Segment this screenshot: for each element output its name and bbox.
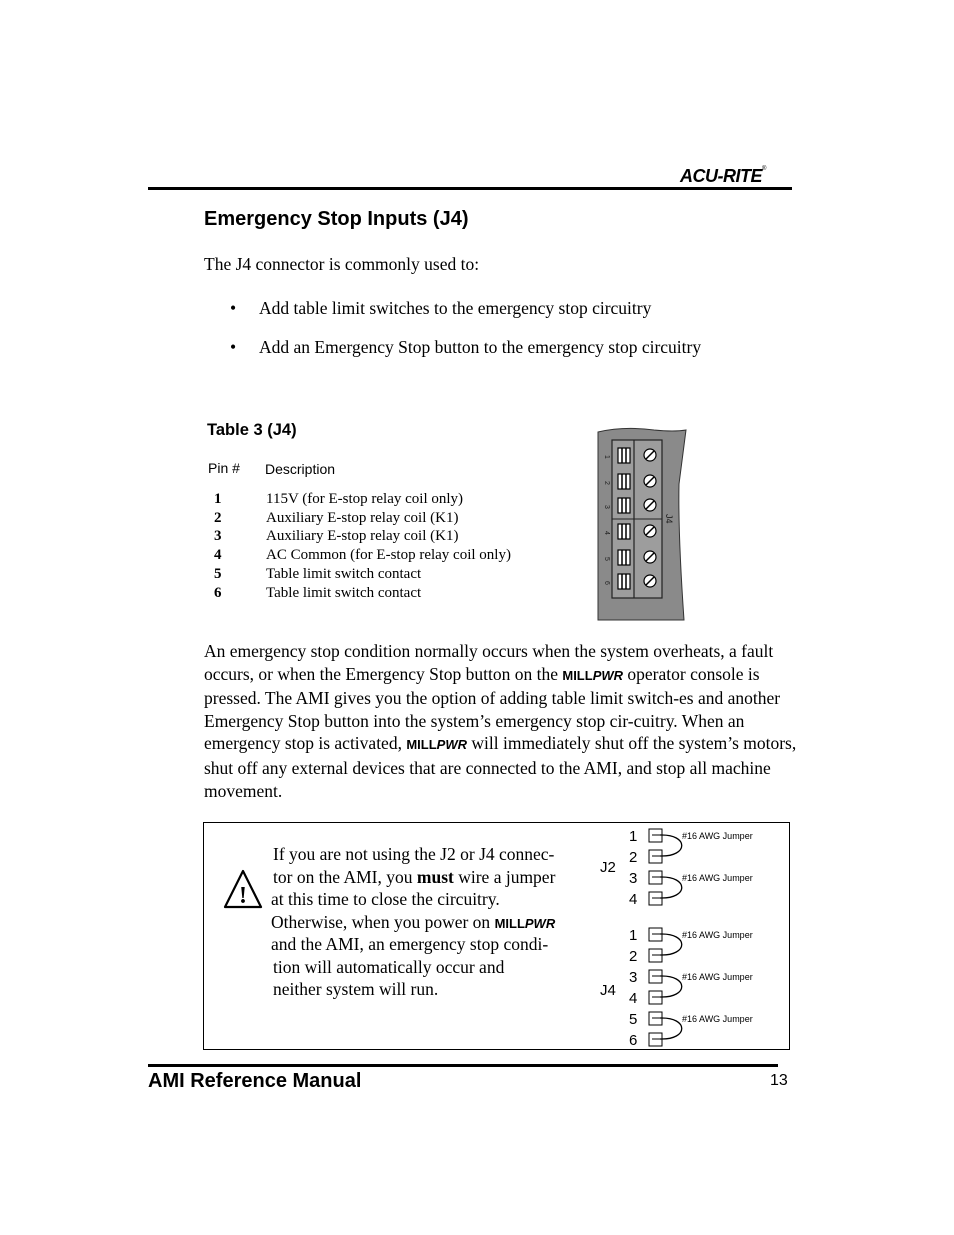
warning-text: tor on the AMI, you	[273, 867, 417, 887]
warning-line: and the AMI, an emergency stop condi-	[271, 934, 549, 954]
row-description: Auxiliary E-stop relay coil (K1)	[266, 510, 459, 526]
figure-pin-label: 1	[603, 455, 610, 459]
row-pin: 6	[214, 585, 222, 601]
j2-pin-number: 3	[629, 870, 638, 887]
row-description: Table limit switch contact	[266, 585, 422, 601]
j2-pin-number: 4	[629, 891, 638, 908]
jumper-label: #16 AWG Jumper	[682, 930, 753, 940]
column-header-description: Description	[265, 461, 336, 477]
j4-pin-number: 2	[629, 948, 638, 965]
j4-pin-number: 6	[629, 1032, 638, 1048]
bullet-item	[230, 337, 701, 358]
page-number: 13	[770, 1072, 788, 1089]
warning-exclamation: !	[239, 883, 247, 909]
brand-logo	[680, 166, 766, 187]
product-name-b: PWR	[524, 916, 556, 931]
warning-text: Otherwise, when you power on	[271, 912, 495, 932]
row-description: Auxiliary E-stop relay coil (K1)	[266, 528, 459, 544]
footer-rule	[148, 1064, 778, 1067]
jumper-label: #16 AWG Jumper	[682, 831, 753, 841]
section-title: Emergency Stop Inputs (J4)	[204, 208, 469, 230]
j4-pin-number: 4	[629, 990, 638, 1007]
figure-pin-label: 5	[603, 557, 610, 561]
warning-line	[271, 912, 555, 933]
warning-line: neither system will run.	[273, 979, 439, 999]
bullet-dot: •	[230, 337, 237, 357]
row-pin: 4	[214, 547, 222, 563]
row-pin: 2	[214, 510, 222, 526]
j4-pin-number: 5	[629, 1011, 638, 1028]
j4-pin-number: 1	[629, 927, 638, 944]
product-name-a: MILL	[494, 916, 525, 931]
row-description: AC Common (for E-stop relay coil only)	[266, 547, 511, 563]
row-pin: 3	[214, 528, 222, 544]
registered-mark: ®	[762, 166, 766, 172]
j2-label: J2	[600, 859, 616, 876]
j2-pin-number: 1	[629, 828, 638, 845]
figure-pin-label: 3	[603, 505, 610, 509]
product-name-b: PWR	[436, 737, 467, 753]
table-row	[200, 528, 580, 547]
figure-pin-label: 2	[603, 481, 610, 485]
jumper-label: #16 AWG Jumper	[682, 972, 753, 982]
paragraph-part: An emergency stop condition normally occurs when the system overheats, a fault occurs, or when the Emergency Stop button on the	[204, 641, 774, 684]
table-row	[200, 491, 580, 510]
row-description: Table limit switch contact	[266, 566, 422, 582]
header-rule	[148, 187, 792, 190]
warning-text: wire a jumper	[453, 867, 556, 887]
table-row	[200, 585, 580, 604]
table-row	[200, 566, 580, 585]
row-pin: 1	[214, 491, 222, 507]
product-name-b: PWR	[592, 667, 624, 683]
intro-text: The J4 connector is commonly used to:	[204, 254, 480, 274]
warning-line: at this time to close the circuitry.	[271, 889, 500, 909]
product-name	[406, 737, 467, 752]
bullet-item	[230, 298, 651, 319]
row-description: 115V (for E-stop relay coil only)	[266, 491, 464, 507]
jumper-label: #16 AWG Jumper	[682, 873, 753, 883]
table-title: Table 3 (J4)	[207, 421, 297, 439]
warning-emphasis: must	[416, 867, 454, 887]
jumper-label: #16 AWG Jumper	[682, 1014, 753, 1024]
paragraph-part: will immediately shut off the system’s motors, shut off any external devices that are connected to the AMI, and stop all machine movement.	[204, 733, 797, 801]
jumper-wiring-figure	[594, 824, 788, 1048]
brand-name: ACU-RITE	[680, 166, 762, 186]
body-paragraph	[204, 640, 804, 802]
row-pin: 5	[214, 566, 222, 582]
warning-line	[273, 867, 555, 888]
product-name-a: MILL	[562, 667, 593, 683]
table-row	[200, 510, 580, 529]
table-row	[200, 547, 580, 566]
j2-pin-number: 2	[629, 849, 638, 866]
bullet-text: Add table limit switches to the emergency stop circuitry	[259, 298, 652, 318]
product-name	[562, 668, 623, 683]
bullet-text: Add an Emergency Stop button to the emergency stop circuitry	[259, 337, 702, 357]
footer-title: AMI Reference Manual	[148, 1070, 362, 1092]
warning-triangle-icon	[222, 868, 264, 910]
figure-connector-label: J4	[664, 514, 674, 524]
figure-pin-label: 6	[603, 581, 610, 585]
warning-line: tion will automatically occur and	[273, 957, 505, 977]
j4-pin-number: 3	[629, 969, 638, 986]
column-header-pin: Pin #	[208, 460, 240, 476]
product-name-a: MILL	[406, 737, 437, 753]
j4-connector-figure	[594, 424, 690, 622]
product-name	[495, 916, 556, 931]
j4-label: J4	[600, 982, 616, 999]
paragraph-part: operator console is pressed. The AMI gives you the option of adding table limit switch-es and another Emergency Stop button into the system’s emergency stop cir-cuitry. When an emergency stop is activated,	[204, 663, 781, 754]
warning-line: If you are not using the J2 or J4 connec-	[273, 844, 555, 864]
bullet-dot: •	[230, 298, 237, 318]
figure-pin-label: 4	[603, 531, 610, 535]
